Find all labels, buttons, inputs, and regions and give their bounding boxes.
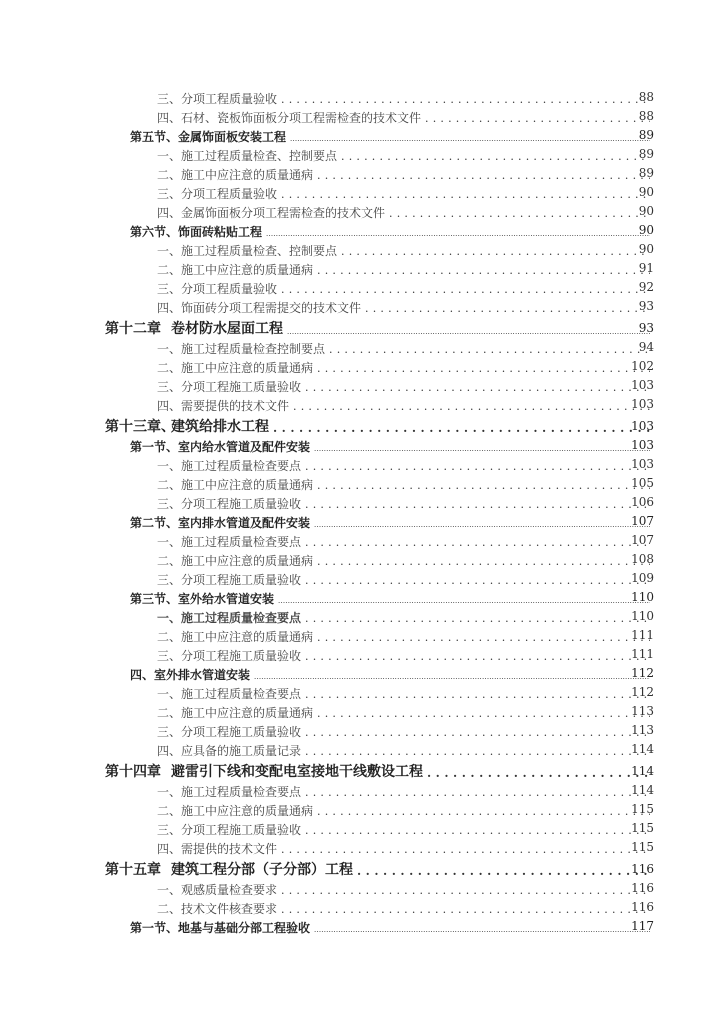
toc-entry-title: 二、施工中应注意的质量通病 (157, 804, 314, 818)
toc-entry[interactable] (0, 512, 724, 531)
dot-leader (281, 904, 650, 917)
toc-entry-title: 第二节、室内排水管道及配件安装 (130, 516, 311, 530)
page-number: 103 (631, 397, 654, 411)
page-number: 108 (631, 552, 654, 566)
page-number: 111 (631, 628, 654, 642)
page-number: 88 (638, 90, 654, 104)
toc-entry-title: 三、分项工程施工质量验收 (157, 649, 302, 663)
toc-entry[interactable] (0, 819, 724, 838)
dot-leader (317, 170, 650, 183)
toc-entry[interactable] (0, 838, 724, 857)
dot-leader (314, 446, 650, 455)
toc-entry[interactable] (0, 278, 724, 297)
toc-entry[interactable] (0, 917, 724, 936)
dot-leader (281, 189, 650, 202)
toc-entry-title (105, 318, 283, 338)
toc-entry[interactable] (0, 183, 724, 202)
page-number: 111 (631, 647, 654, 661)
dot-leader (305, 689, 650, 702)
chapter-title: 避雷引下线和变配电室接地干线敷设工程 (171, 764, 423, 780)
toc-entry[interactable] (0, 607, 724, 626)
page-number: 114 (631, 764, 654, 778)
page-number: 92 (638, 280, 654, 294)
page-number: 88 (638, 109, 654, 123)
toc-entry-title: 四、石材、瓷板饰面板分项工程需检查的技术文件 (157, 111, 422, 125)
dot-leader (287, 329, 650, 338)
page-number: 89 (638, 166, 654, 180)
toc-entry[interactable] (0, 781, 724, 800)
table-of-contents (0, 88, 724, 936)
toc-entry-title: 四、室外排水管道安装 (130, 668, 251, 682)
chapter-title: 建筑工程分部（子分部）工程 (171, 862, 353, 878)
chapter-title: 建筑给排水工程 (171, 419, 269, 435)
chapter-number: 第十四章 (105, 764, 161, 780)
toc-entry-title: 二、施工中应注意的质量通病 (157, 263, 314, 277)
toc-entry-title: 二、施工中应注意的质量通病 (157, 554, 314, 568)
toc-entry[interactable] (0, 898, 724, 917)
toc-entry[interactable] (0, 395, 724, 414)
toc-entry[interactable] (0, 164, 724, 183)
dot-leader (281, 885, 650, 898)
page-number: 107 (631, 533, 654, 547)
dot-leader (281, 94, 650, 107)
toc-entry-title: 四、应具备的施工质量记录 (157, 744, 302, 758)
dot-leader (317, 265, 650, 278)
toc-entry-title: 三、分项工程质量验收 (157, 92, 278, 106)
page-number: 106 (631, 495, 654, 509)
dot-leader (305, 461, 650, 474)
page-number: 115 (631, 821, 654, 835)
page-number: 116 (631, 900, 654, 914)
dot-leader (317, 632, 650, 645)
toc-entry-title: 第六节、饰面砖粘贴工程 (130, 225, 263, 239)
dot-leader (365, 303, 650, 316)
toc-entry[interactable] (0, 759, 724, 781)
toc-entry-title: 二、施工中应注意的质量通病 (157, 478, 314, 492)
toc-entry[interactable] (0, 626, 724, 645)
toc-entry-title: 一、施工过程质量检查控制要点 (157, 342, 326, 356)
toc-entry[interactable] (0, 240, 724, 259)
dot-leader (254, 674, 650, 683)
toc-entry[interactable] (0, 436, 724, 455)
dot-leader (305, 382, 650, 395)
dot-leader (317, 806, 650, 819)
chapter-number: 第十二章 (105, 321, 161, 337)
dot-leader (273, 422, 650, 436)
page-number: 117 (631, 919, 654, 933)
page-number: 89 (638, 128, 654, 142)
page-number: 89 (638, 147, 654, 161)
toc-entry-title: 一、施工过程质量检查要点 (157, 535, 302, 549)
toc-entry-title: 一、施工过程质量检查要点 (157, 785, 302, 799)
toc-entry[interactable] (0, 259, 724, 278)
page-number: 90 (638, 223, 654, 237)
toc-entry[interactable] (0, 702, 724, 721)
toc-entry-title: 四、需提供的技术文件 (157, 842, 278, 856)
dot-leader (389, 208, 650, 221)
toc-entry[interactable] (0, 879, 724, 898)
page-number: 109 (631, 571, 654, 585)
dot-leader (317, 363, 650, 376)
dot-leader (341, 151, 650, 164)
page-number: 114 (631, 783, 654, 797)
dot-leader (266, 231, 650, 240)
toc-entry-title: 四、需要提供的技术文件 (157, 399, 290, 413)
toc-entry[interactable] (0, 221, 724, 240)
toc-entry-title: 一、观感质量检查要求 (157, 883, 278, 897)
toc-entry-title: 二、技术文件核查要求 (157, 902, 278, 916)
toc-entry[interactable] (0, 88, 724, 107)
toc-entry-title: 三、分项工程施工质量验收 (157, 573, 302, 587)
page-number: 115 (631, 840, 654, 854)
toc-entry[interactable] (0, 664, 724, 683)
dot-leader (305, 499, 650, 512)
dot-leader (305, 651, 650, 664)
page-number: 105 (631, 476, 654, 490)
page-number: 90 (638, 204, 654, 218)
dot-leader (317, 480, 650, 493)
toc-entry[interactable] (0, 493, 724, 512)
toc-entry-title: 一、施工过程质量检查、控制要点 (157, 149, 338, 163)
dot-leader (281, 284, 650, 297)
page-number: 112 (631, 666, 654, 680)
toc-entry[interactable] (0, 455, 724, 474)
toc-entry[interactable] (0, 357, 724, 376)
toc-entry-title: 第三节、室外给水管道安装 (130, 592, 275, 606)
page-number: 116 (631, 881, 654, 895)
page-number: 107 (631, 514, 654, 528)
page-number: 90 (638, 185, 654, 199)
toc-entry-title: 四、饰面砖分项工程需提交的技术文件 (157, 301, 362, 315)
dot-leader (278, 598, 650, 607)
dot-leader (425, 113, 650, 126)
toc-entry-title: 第一节、地基与基础分部工程验收 (130, 921, 311, 935)
dot-leader (305, 825, 650, 838)
page-number: 110 (631, 590, 654, 604)
toc-entry[interactable] (0, 126, 724, 145)
toc-entry[interactable] (0, 297, 724, 316)
dot-leader (341, 246, 650, 259)
dot-leader (329, 344, 650, 357)
toc-entry-title: 一、施工过程质量检查要点 (157, 459, 302, 473)
toc-entry[interactable] (0, 683, 724, 702)
page-number: 113 (631, 704, 654, 718)
toc-entry[interactable] (0, 376, 724, 395)
chapter-title: 卷材防水屋面工程 (171, 321, 283, 337)
toc-entry-title: 三、分项工程施工质量验收 (157, 725, 302, 739)
toc-entry[interactable] (0, 550, 724, 569)
toc-entry[interactable] (0, 800, 724, 819)
toc-entry-title: 第五节、金属饰面板安装工程 (130, 130, 287, 144)
toc-entry[interactable] (0, 645, 724, 664)
toc-entry-title: 一、施工过程质量检查要点 (157, 611, 302, 625)
page-number: 103 (631, 457, 654, 471)
dot-leader (427, 767, 650, 781)
chapter-number: 第十五章 (105, 862, 161, 878)
dot-leader (314, 927, 650, 936)
toc-entry[interactable] (0, 721, 724, 740)
page-number: 103 (631, 438, 654, 452)
dot-leader (293, 401, 650, 414)
toc-entry-title: 三、分项工程施工质量验收 (157, 497, 302, 511)
page-number: 103 (631, 378, 654, 392)
toc-entry[interactable] (0, 569, 724, 588)
dot-leader (317, 708, 650, 721)
toc-entry-title: 二、施工中应注意的质量通病 (157, 361, 314, 375)
toc-entry-title: 一、施工过程质量检查要点 (157, 687, 302, 701)
page-number: 93 (638, 321, 654, 335)
dot-leader (305, 746, 650, 759)
toc-entry-title: 四、金属饰面板分项工程需检查的技术文件 (157, 206, 386, 220)
dot-leader (357, 865, 650, 879)
page-number: 115 (631, 802, 654, 816)
page-number: 94 (638, 340, 654, 354)
dot-leader (305, 537, 650, 550)
dot-leader (305, 727, 650, 740)
page-number: 113 (631, 723, 654, 737)
page-number: 116 (631, 862, 654, 876)
toc-entry[interactable] (0, 107, 724, 126)
dot-leader (281, 844, 650, 857)
page-number: 112 (631, 685, 654, 699)
dot-leader (314, 522, 650, 531)
toc-entry[interactable] (0, 338, 724, 357)
page-number: 103 (631, 419, 654, 433)
toc-entry[interactable] (0, 316, 724, 338)
toc-entry[interactable] (0, 202, 724, 221)
page-number: 90 (638, 242, 654, 256)
toc-entry-title: 二、施工中应注意的质量通病 (157, 168, 314, 182)
chapter-number: 第十三章、 (105, 419, 175, 435)
toc-entry[interactable] (0, 740, 724, 759)
toc-entry[interactable] (0, 531, 724, 550)
page-number: 91 (638, 261, 654, 275)
toc-entry-title: 一、施工过程质量检查、控制要点 (157, 244, 338, 258)
toc-entry-title: 二、施工中应注意的质量通病 (157, 706, 314, 720)
toc-entry-title (105, 761, 423, 781)
dot-leader (305, 575, 650, 588)
toc-entry-title: 第一节、室内给水管道及配件安装 (130, 440, 311, 454)
page-number: 110 (631, 609, 654, 623)
toc-entry[interactable] (0, 588, 724, 607)
toc-entry[interactable] (0, 857, 724, 879)
toc-entry-title: 三、分项工程施工质量验收 (157, 823, 302, 837)
page-number: 93 (638, 299, 654, 313)
toc-entry[interactable] (0, 474, 724, 493)
toc-entry-title: 三、分项工程施工质量验收 (157, 380, 302, 394)
toc-entry-title (105, 859, 353, 879)
toc-entry-title: 三、分项工程质量验收 (157, 282, 278, 296)
dot-leader (305, 613, 650, 626)
page-number: 114 (631, 742, 654, 756)
page-number: 102 (631, 359, 654, 373)
toc-entry-title (105, 416, 269, 436)
toc-entry[interactable] (0, 145, 724, 164)
dot-leader (317, 556, 650, 569)
toc-entry-title: 二、施工中应注意的质量通病 (157, 630, 314, 644)
dot-leader (305, 787, 650, 800)
dot-leader (290, 136, 650, 145)
toc-entry-title: 三、分项工程质量验收 (157, 187, 278, 201)
toc-entry[interactable] (0, 414, 724, 436)
